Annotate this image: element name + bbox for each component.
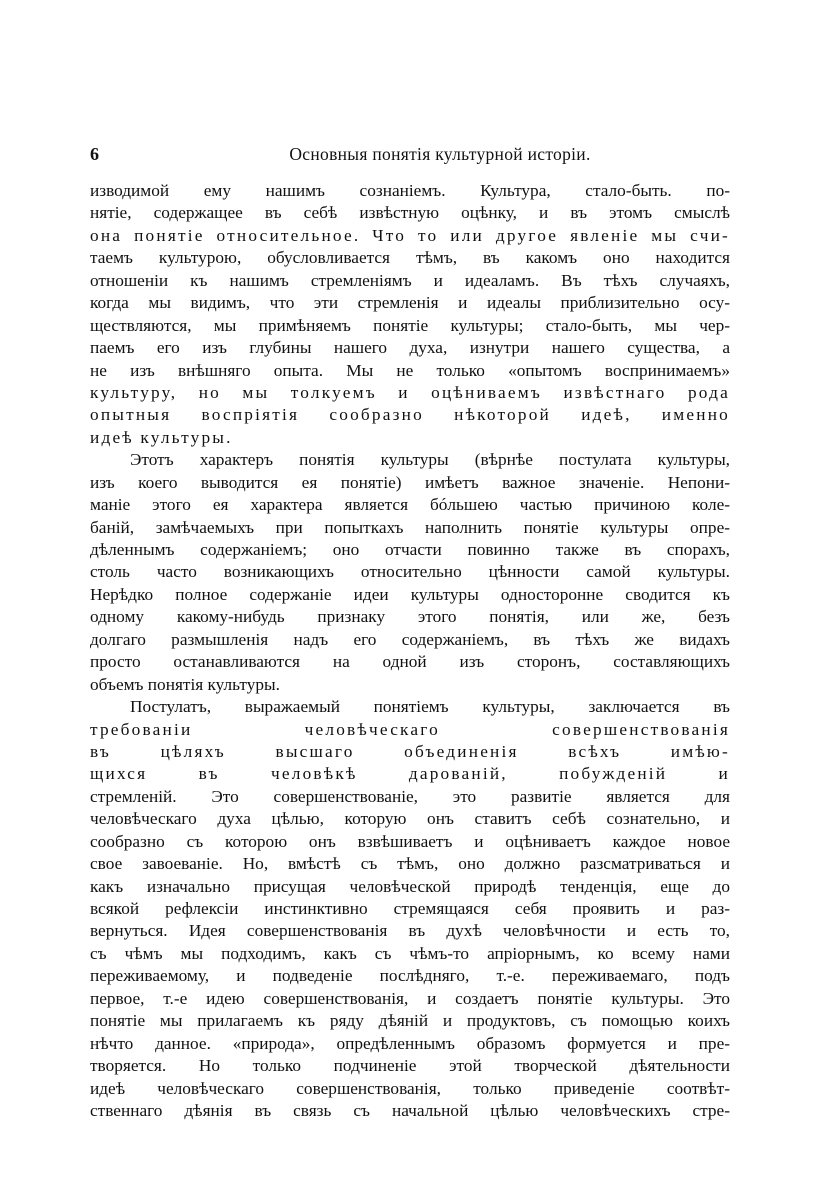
text-line: баній, замѣчаемыхъ при попыткахъ наполнить понятіе культуры опре- xyxy=(90,517,730,537)
text-line: дѣленнымъ содержаніемъ; оно отчасти повинно также въ спорахъ, xyxy=(90,540,730,559)
text-line: Этотъ характеръ понятія культуры (вѣрнѣе постулата культуры, xyxy=(130,450,730,470)
text-line: когда мы видимъ, что эти стремленія и идеалы приблизительно осу- xyxy=(90,293,730,313)
text-line: сообразно съ которою онъ взвѣшиваетъ и оцѣниваетъ каждое новое xyxy=(90,831,730,851)
text-line: Постулатъ, выражаемый понятіемъ культуры, заключается въ xyxy=(130,697,730,717)
text-line: вернуться. Идея совершенствованія въ духѣ человѣчности и есть то, xyxy=(90,921,730,941)
text-line: просто останавливаются на одной изъ сторонъ, составляющихъ xyxy=(90,652,730,672)
text-line: она понятіе относительное. Что то или другое явленіе мы счи- xyxy=(90,225,730,245)
text-line: маніе этого ея характера является бóльшею частью причиною коле- xyxy=(90,495,730,515)
text-line: Нерѣдко полное содержаніе идеи культуры односторонне сводится къ xyxy=(90,584,730,604)
text-line: стремленій. Это совершенствованіе, это развитіе является для xyxy=(90,786,730,806)
text-line: столь часто возникающихъ относительно цѣнности самой культуры. xyxy=(90,562,730,582)
text-line: не изъ внѣшняго опыта. Мы не только «опытомъ воспринимаемъ» xyxy=(90,360,730,380)
text-line: долгаго размышленія надъ его содержаніемъ, въ тѣхъ же видахъ xyxy=(90,629,730,649)
text-line: щихся въ человѣкѣ дарованій, побужденій и xyxy=(90,764,730,784)
text-line: человѣческаго духа цѣлью, которую онъ ставитъ себѣ сознательно, и xyxy=(90,809,730,829)
text-line: творяется. Но только подчиненіе этой творческой дѣятельности xyxy=(90,1056,730,1076)
text-line: отношеніи къ нашимъ стремленіямъ и идеаламъ. Въ тѣхъ случаяхъ, xyxy=(90,270,730,290)
text-line: таемъ культурою, обусловливается тѣмъ, въ какомъ оно находится xyxy=(90,248,730,268)
text-line: одному какому-нибудь признаку этого понятія, или же, безъ xyxy=(90,607,730,627)
running-title: Основныя понятія культурной исторіи. xyxy=(289,144,591,164)
text-line: изводимой ему нашимъ сознаніемъ. Культура, стало-быть. по- xyxy=(90,181,730,200)
page-number: 6 xyxy=(90,144,99,164)
text-line: ществляются, мы примѣняемъ понятіе культуры; стало-быть, мы чер- xyxy=(90,315,730,335)
text-line: понятіе мы прилагаемъ къ ряду дѣяній и продуктовъ, съ помощью коихъ xyxy=(90,1011,730,1031)
text-line: нѣчто данное. «природа», опредѣленнымъ образомъ формуется и пре- xyxy=(90,1033,730,1053)
text-line: первое, т.-е идею совершенствованія, и создаетъ понятіе культуры. Это xyxy=(90,988,730,1008)
text-line: въ цѣляхъ высшаго объединенія всѣхъ имѣю- xyxy=(90,741,730,761)
text-line: свое завоеваніе. Но, вмѣстѣ съ тѣмъ, оно должно разсматриваться и xyxy=(90,854,730,874)
text-line: переживаемому, и подведеніе послѣдняго, т.-е. переживаемаго, подъ xyxy=(90,966,730,986)
page-header xyxy=(90,143,730,165)
text-line: съ чѣмъ мы подходимъ, какъ съ чѣмъ-то апріорнымъ, ко всему нами xyxy=(90,943,730,963)
text-line: требованіи человѣческаго совершенствованія xyxy=(90,719,730,739)
text-line: объемъ понятія культуры. xyxy=(90,674,280,694)
text-line: культуру, но мы толкуемъ и оцѣниваемъ извѣстнаго рода xyxy=(90,382,730,402)
text-line: паемъ его изъ глубины нашего духа, изнутри нашего существа, а xyxy=(90,338,730,358)
text-line: всякой рефлексіи инстинктивно стремящаяся себя проявить и раз- xyxy=(90,899,730,918)
text-line: идеѣ человѣческаго совершенствованія, только приведеніе соотвѣт- xyxy=(90,1078,730,1098)
text-line: изъ коего выводится ея понятіе) имѣетъ важное значеніе. Непони- xyxy=(90,472,730,492)
text-line: опытныя воспріятія сообразно нѣкоторой идеѣ, именно xyxy=(90,405,730,425)
text-line: идеѣ культуры. xyxy=(90,427,233,447)
text-line: ственнаго дѣянія въ связь съ начальной цѣлью человѣческихъ стре- xyxy=(90,1100,730,1120)
text-line: нятіе, содержащее въ себѣ извѣстную оцѣнку, и въ этомъ смыслѣ xyxy=(90,203,730,223)
body-text xyxy=(90,180,730,1122)
text-line: какъ изначально присущая человѣческой природѣ тенденція, еще до xyxy=(90,876,730,896)
